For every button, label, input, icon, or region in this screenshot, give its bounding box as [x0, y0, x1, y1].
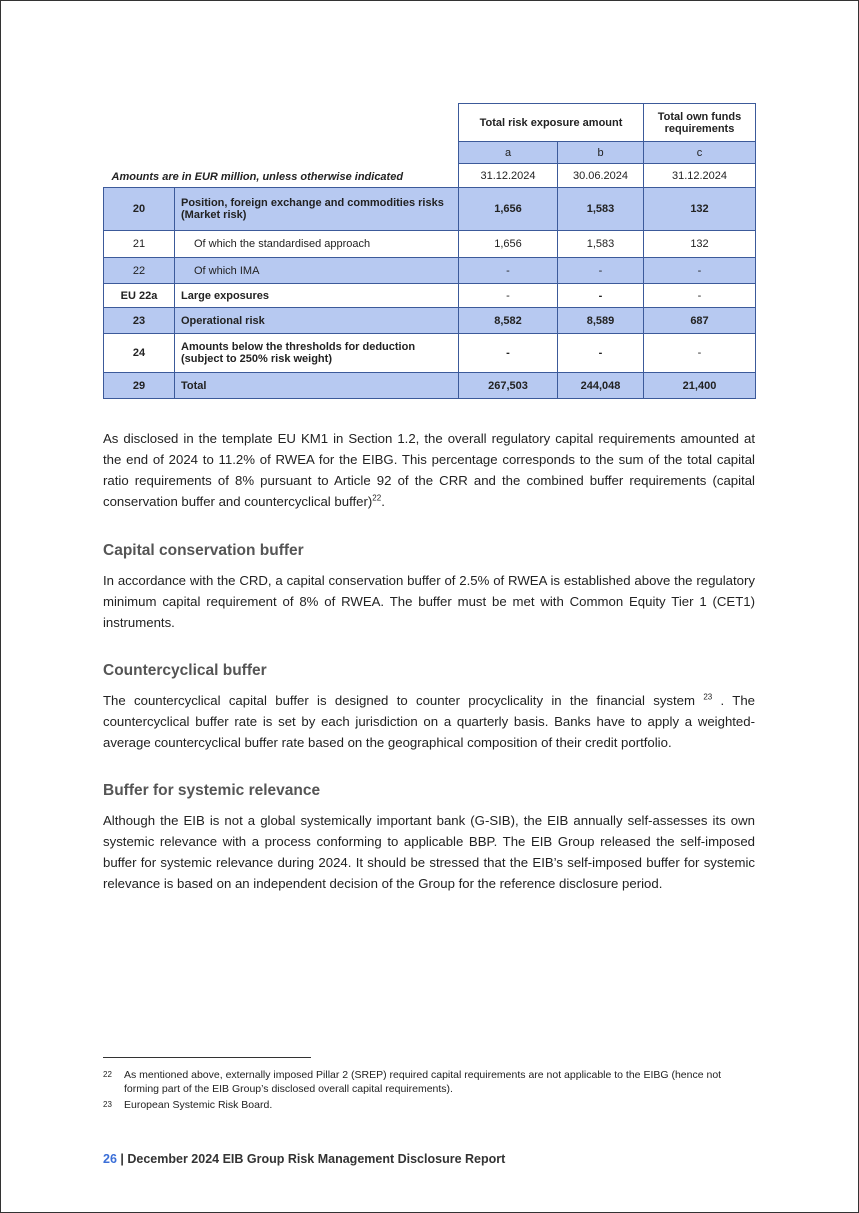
row-id: 23 [104, 308, 175, 334]
table-row [104, 308, 756, 334]
row-value-c: - [644, 258, 756, 284]
row-label: Of which IMA [175, 258, 459, 284]
row-label: Large exposures [175, 284, 459, 308]
row-value-b: 244,048 [558, 373, 644, 399]
row-id: 24 [104, 334, 175, 373]
footnote-divider [103, 1057, 311, 1058]
date-col-b: 30.06.2024 [558, 164, 644, 188]
row-value-b: 1,583 [558, 188, 644, 231]
table-row [104, 373, 756, 399]
risk-exposure-table [103, 103, 756, 399]
row-label: Total [175, 373, 459, 399]
row-value-b: - [558, 284, 644, 308]
row-value-b: 1,583 [558, 231, 644, 258]
date-col-c: 31.12.2024 [644, 164, 756, 188]
table-row [104, 284, 756, 308]
row-value-a: - [459, 258, 558, 284]
section-title-capital-conservation-buffer: Capital conservation buffer [103, 542, 304, 559]
footnote-23 [103, 1098, 755, 1112]
capital-conservation-paragraph: In accordance with the CRD, a capital conservation buffer of 2.5% of RWEA is established above the regulatory minimum capital requirement of 8% of RWEA. The buffer must be met with Common Equity Tier 1 (CET1) instruments. [103, 573, 755, 630]
row-value-a: 1,656 [459, 188, 558, 231]
col-letter-b: b [558, 142, 644, 164]
row-value-a: 8,582 [459, 308, 558, 334]
row-id: 20 [104, 188, 175, 231]
footer-title: December 2024 EIB Group Risk Management Disclosure Report [127, 1152, 506, 1166]
countercyclical-text-post: . The countercyclical buffer rate is set by each jurisdiction on a quarterly basis. Banks have to apply a weighted-average countercyclical buffer rate based on the geographical composition of their credit portfolio. [103, 693, 755, 750]
header-total-own-funds: Total own funds requirements [644, 104, 756, 142]
footnote-22 [103, 1068, 755, 1096]
row-value-c: - [644, 334, 756, 373]
section-title-countercyclical-buffer: Countercyclical buffer [103, 662, 267, 679]
countercyclical-paragraph [103, 690, 755, 753]
row-label: Operational risk [175, 308, 459, 334]
row-id: 29 [104, 373, 175, 399]
countercyclical-text-pre: The countercyclical capital buffer is designed to counter procyclicality in the financial system [103, 693, 695, 708]
col-letter-a: a [459, 142, 558, 164]
row-value-a: 1,656 [459, 231, 558, 258]
row-value-c: 132 [644, 231, 756, 258]
row-id: EU 22a [104, 284, 175, 308]
row-value-a: 267,503 [459, 373, 558, 399]
systemic-relevance-paragraph: Although the EIB is not a global systemically important bank (G-SIB), the EIB annually self-assesses its own systemic relevance with a process conforming to applicable BBP. The EIB Group released the self-imposed buffer for systemic relevance during 2024. It should be stressed that the EIB’s self-imposed buffer for systemic relevance is based on an independent decision of the Group for the reference disclosure period. [103, 813, 755, 891]
row-label: Amounts below the thresholds for deduction (subject to 250% risk weight) [175, 334, 459, 373]
row-value-a: - [459, 284, 558, 308]
row-label: Of which the standardised approach [175, 231, 459, 258]
col-letter-c: c [644, 142, 756, 164]
table-row [104, 334, 756, 373]
row-value-c: 21,400 [644, 373, 756, 399]
row-value-b: 8,589 [558, 308, 644, 334]
date-col-a: 31.12.2024 [459, 164, 558, 188]
row-value-a: - [459, 334, 558, 373]
row-value-c: 687 [644, 308, 756, 334]
footnote-text: European Systemic Risk Board. [124, 1099, 273, 1111]
footnote-text: As mentioned above, externally imposed Pillar 2 (SREP) required capital requirements are not applicable to the EIBG (hence not forming part of the EIB Group’s disclosed overall capital requirements). [124, 1069, 722, 1095]
row-id: 21 [104, 231, 175, 258]
intro-paragraph [103, 428, 755, 512]
intro-end: . [381, 494, 385, 509]
footnote-number: 23 [103, 1100, 112, 1109]
table-row [104, 231, 756, 258]
row-value-b: - [558, 258, 644, 284]
table-row [104, 188, 756, 231]
amounts-note: Amounts are in EUR million, unless otherwise indicated [111, 171, 404, 183]
page-footer [103, 1152, 505, 1166]
page-number: 26 [103, 1152, 117, 1166]
footnote-ref-23[interactable]: 23 [703, 692, 713, 702]
section-title-buffer-systemic-relevance: Buffer for systemic relevance [103, 782, 321, 799]
footer-separator: | [120, 1152, 124, 1166]
intro-text: As disclosed in the template EU KM1 in Section 1.2, the overall regulatory capital requirements amounted at the end of 2024 to 11.2% of RWEA for the EIBG. This percentage corresponds to the sum of the total capital ratio requirements of 8% pursuant to Article 92 of the CRR and the combined buffer requirements (capital conservation buffer and countercyclical buffer) [103, 431, 755, 509]
footnote-number: 22 [103, 1070, 112, 1079]
row-id: 22 [104, 258, 175, 284]
row-value-c: 132 [644, 188, 756, 231]
row-label: Position, foreign exchange and commodities risks (Market risk) [175, 188, 459, 231]
footnote-ref-22[interactable]: 22 [372, 493, 382, 503]
row-value-c: - [644, 284, 756, 308]
row-value-b: - [558, 334, 644, 373]
header-total-risk-exposure: Total risk exposure amount [459, 104, 644, 142]
table-row [104, 258, 756, 284]
